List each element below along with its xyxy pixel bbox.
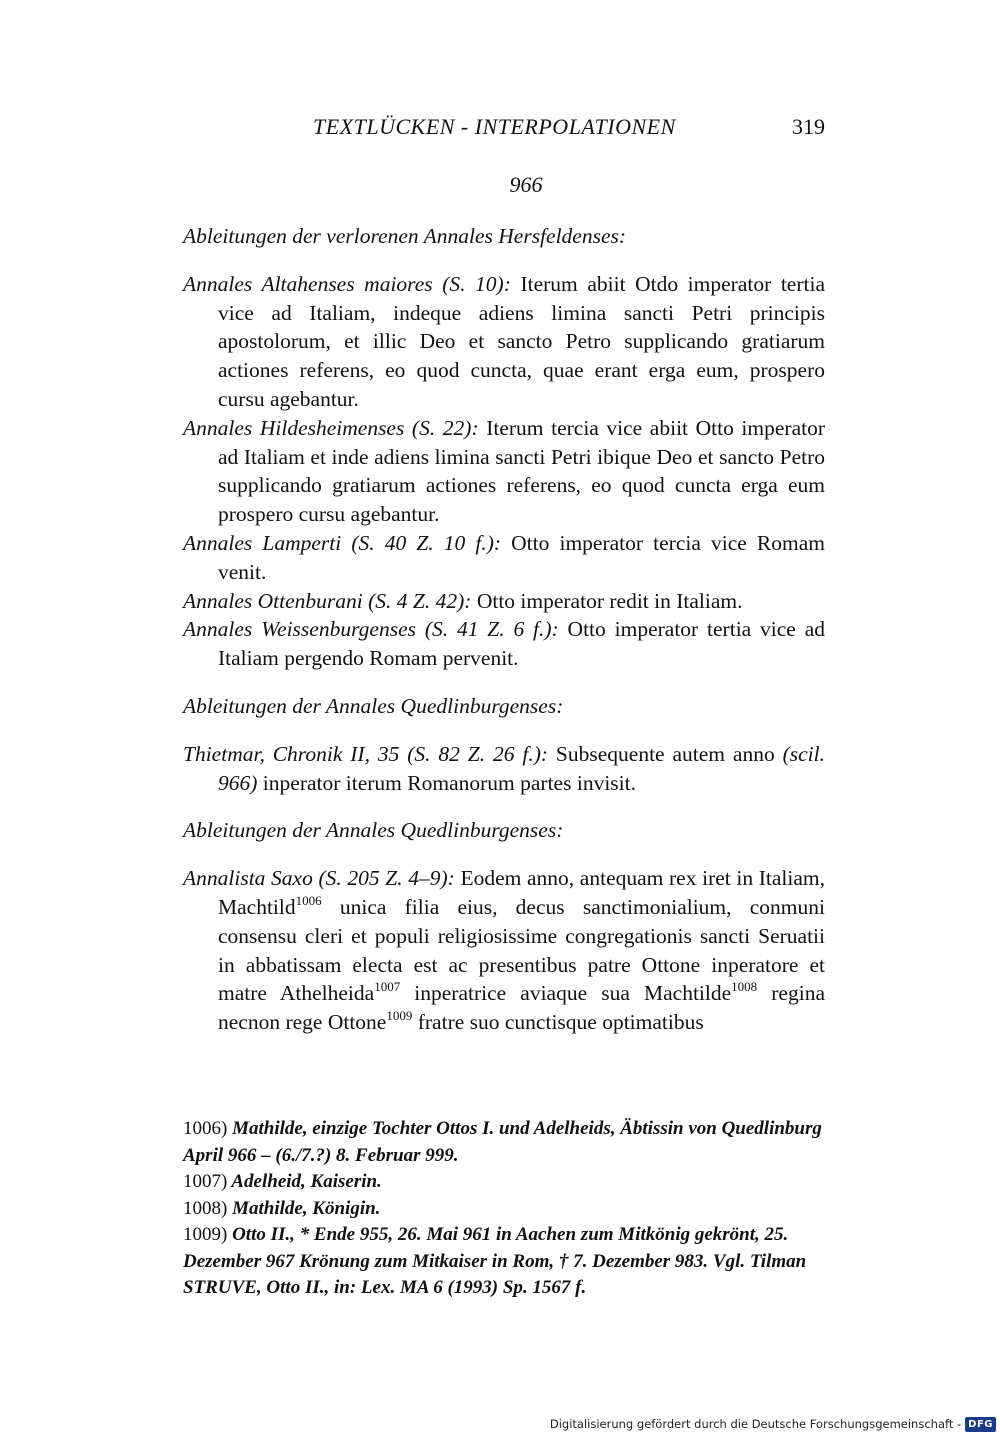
- inline-gloss: (scil. 966): [218, 741, 825, 795]
- footnote-text: Mathilde, Königin.: [227, 1197, 381, 1219]
- entry-text: inperatrice aviaque sua Machtilde: [400, 981, 732, 1006]
- entry-text: Subsequente autem anno: [548, 741, 783, 766]
- dfg-logo: DFG: [965, 1417, 996, 1432]
- footnote-1007: [183, 1169, 825, 1196]
- entry-text: unica filia eius, decus sanctimonialium, conmuni consensu cleri et populi religiosissime congregationis sancti Seruatii in abbatissam electa est ac presentibus patre Ottone inperatore et matre Athelheida: [218, 894, 825, 1006]
- entry-altahenses: [183, 270, 825, 414]
- digitization-credit: [550, 1413, 996, 1435]
- footnote-1009: [183, 1222, 825, 1302]
- body-text: [183, 222, 825, 1037]
- entry-group-thietmar: [183, 740, 825, 798]
- entry-text: regina necnon rege Ottone: [218, 981, 825, 1035]
- entry-thietmar: [183, 740, 825, 798]
- source-citation: Thietmar, Chronik II, 35 (S. 82 Z. 26 f.):: [183, 741, 549, 766]
- source-citation: Annales Altahenses maiores (S. 10):: [183, 271, 511, 296]
- credit-text: Digitalisierung gefördert durch die Deutsche Forschungsgemeinschaft -: [549, 1417, 962, 1431]
- footnote-number: 1007): [183, 1171, 228, 1192]
- section-heading-quedlinburg-1: Ableitungen der Annales Quedlinburgenses:: [183, 693, 564, 718]
- footnote-ref: 1007: [374, 979, 401, 995]
- entry-text: fratre suo cunctisque optimatibus: [412, 1010, 704, 1035]
- entry-text: Otto imperator redit in Italiam.: [471, 588, 743, 613]
- entry-lamperti: [183, 529, 825, 587]
- footnote-number: 1006): [183, 1118, 228, 1139]
- footnotes: [183, 1116, 825, 1302]
- footnote-ref: 1009: [386, 1008, 413, 1024]
- entry-text: Eodem anno, antequam rex iret in Italiam, Machtild: [218, 866, 825, 919]
- entry-hildesheimenses: [183, 414, 825, 529]
- entry-text: Otto imperator tercia vice Romam venit.: [218, 530, 825, 584]
- entry-ottenburani: [183, 587, 825, 616]
- entry-text: inperator iterum Romanorum partes invisit.: [257, 770, 636, 795]
- entry-text: Iterum abiit Otdo imperator tertia vice ad Italiam, indeque adiens limina sancti Petri principis apostolorum, et illic Deo et sancto Petro supplicando gratiarum actiones referens, eo quod cuncta, quae erant erga eum, prospero cursu agebantur.: [218, 271, 825, 411]
- section-heading-hersfeld: Ableitungen der verlorenen Annales Hersfeldenses:: [183, 224, 627, 248]
- section-heading-quedlinburg-2: Ableitungen der Annales Quedlinburgenses:: [183, 818, 564, 843]
- entry-text: Otto imperator tertia vice ad Italiam pergendo Romam pervenit.: [218, 617, 825, 671]
- footnote-1006: [183, 1116, 825, 1169]
- page-number: 319: [792, 114, 825, 139]
- footnote-number: 1009): [183, 1224, 228, 1245]
- entry-group-hersfeld: [183, 270, 825, 673]
- entry-weissenburgenses: [183, 615, 825, 673]
- footnote-ref: 1008: [731, 979, 758, 995]
- year-heading: 966: [509, 172, 543, 197]
- footnote-number: 1008): [183, 1197, 228, 1219]
- running-title: TEXTLÜCKEN - INTERPOLATIONEN: [313, 114, 676, 139]
- footnote-1008: [183, 1196, 825, 1223]
- entry-text: Iterum tercia vice abiit Otto imperator ad Italiam et inde adiens limina sancti Petri ibique Deo et sancto Petro supplicando gratiarum actiones referens, eo quod cuncta erga eum prospero cursu agebantur.: [218, 415, 825, 527]
- source-citation: Annales Hildesheimenses (S. 22):: [183, 415, 479, 440]
- source-citation: Annales Ottenburani (S. 4 Z. 42):: [183, 588, 472, 613]
- entry-group-annalista: [183, 864, 825, 1037]
- footnote-text: Adelheid, Kaiserin.: [227, 1171, 382, 1192]
- source-citation: Annalista Saxo (S. 205 Z. 4–9):: [183, 866, 455, 891]
- footnote-text: Mathilde, einzige Tochter Ottos I. und Adelheids, Äbtissin von Quedlinburg April 966 – (6./7.?) 8. Februar 999.: [183, 1118, 822, 1166]
- source-citation: Annales Weissenburgenses (S. 41 Z. 6 f.):: [183, 617, 559, 642]
- footnote-ref: 1006: [295, 892, 322, 908]
- entry-annalista-saxo: [183, 864, 825, 1037]
- source-citation: Annales Lamperti (S. 40 Z. 10 f.):: [183, 530, 502, 555]
- footnote-text: Otto II., * Ende 955, 26. Mai 961 in Aachen zum Mitkönig gekrönt, 25. Dezember 967 Krönung zum Mitkaiser in Rom, † 7. Dezember 983. Vgl. Tilman STRUVE, Otto II., in: Lex. MA 6 (1993) Sp. 1567 f.: [183, 1224, 807, 1298]
- running-head: [313, 114, 825, 144]
